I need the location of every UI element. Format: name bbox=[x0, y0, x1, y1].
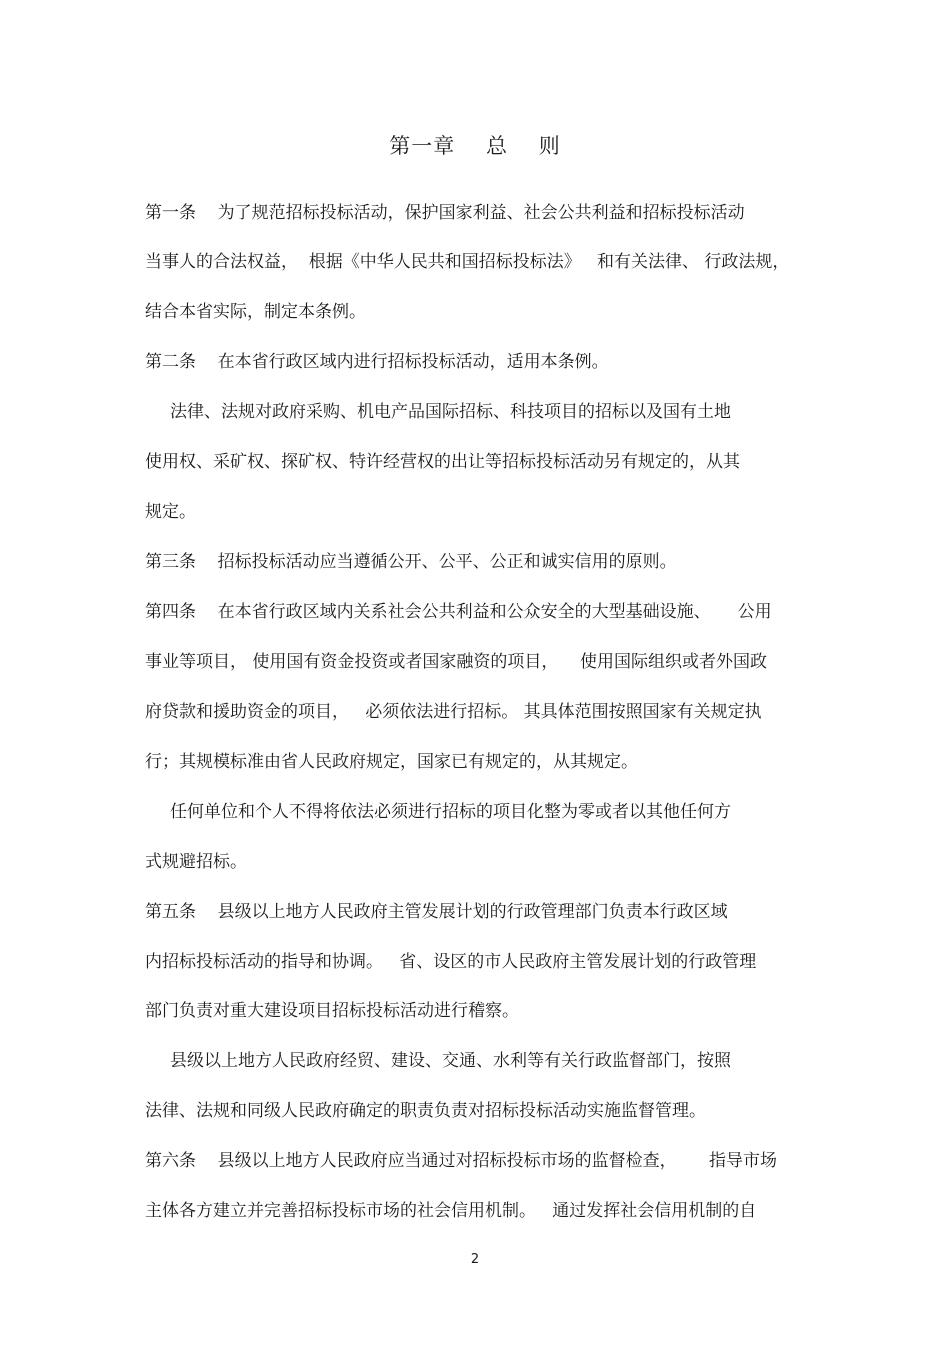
text-line: 使用权、采矿权、探矿权、特许经营权的出让等招标投标活动另有规定的，从其 bbox=[145, 452, 740, 472]
text-line: 行；其规模标准由省人民政府规定，国家已有规定的，从其规定。 bbox=[145, 752, 638, 772]
text-line: 部门负责对重大建设项目招标投标活动进行稽察。 bbox=[145, 1001, 519, 1021]
text-line: 县级以上地方人民政府经贸、建设、交通、水利等有关行政监督部门，按照 bbox=[170, 1051, 731, 1071]
text-line: 第四条 在本省行政区域内关系社会公共利益和公众安全的大型基础设施、 公用 bbox=[145, 602, 772, 622]
text-line: 第一条 为了规范招标投标活动，保护国家利益、社会公共利益和招标投标活动 bbox=[145, 203, 745, 223]
text-line: 法律、法规对政府采购、机电产品国际招标、科技项目的招标以及国有土地 bbox=[170, 402, 731, 422]
text-line: 主体各方建立并完善招标投标市场的社会信用机制。 通过发挥社会信用机制的自 bbox=[145, 1201, 757, 1221]
text-line: 规定。 bbox=[145, 502, 196, 522]
text-line: 法律、法规和同级人民政府确定的职责负责对招标投标活动实施监督管理。 bbox=[145, 1101, 706, 1121]
text-line: 任何单位和个人不得将依法必须进行招标的项目化整为零或者以其他任何方 bbox=[170, 802, 731, 822]
text-line: 结合本省实际，制定本条例。 bbox=[145, 302, 366, 322]
text-line: 第二条 在本省行政区域内进行招标投标活动，适用本条例。 bbox=[145, 352, 609, 372]
text-line: 内招标投标活动的指导和协调。 省、设区的市人民政府主管发展计划的行政管理 bbox=[145, 952, 757, 972]
text-line: 府贷款和援助资金的项目， 必须依法进行招标。 其具体范围按照国家有关规定执 bbox=[145, 702, 762, 722]
chapter-title: 第一章 总 则 bbox=[389, 134, 561, 158]
text-line: 第五条 县级以上地方人民政府主管发展计划的行政管理部门负责本行政区域 bbox=[145, 902, 728, 922]
page-number: 2 bbox=[470, 1252, 480, 1267]
text-line: 式规避招标。 bbox=[145, 852, 247, 872]
text-line: 当事人的合法权益， 根据《中华人民共和国招标投标法》 和有关法律、 行政法规， bbox=[145, 252, 790, 272]
text-line: 第三条 招标投标活动应当遵循公开、公平、公正和诚实信用的原则。 bbox=[145, 552, 677, 572]
text-line: 第六条 县级以上地方人民政府应当通过对招标投标市场的监督检查， 指导市场 bbox=[145, 1151, 778, 1171]
text-line: 事业等项目， 使用国有资金投资或者国家融资的项目， 使用国际组织或者外国政 bbox=[145, 652, 768, 672]
